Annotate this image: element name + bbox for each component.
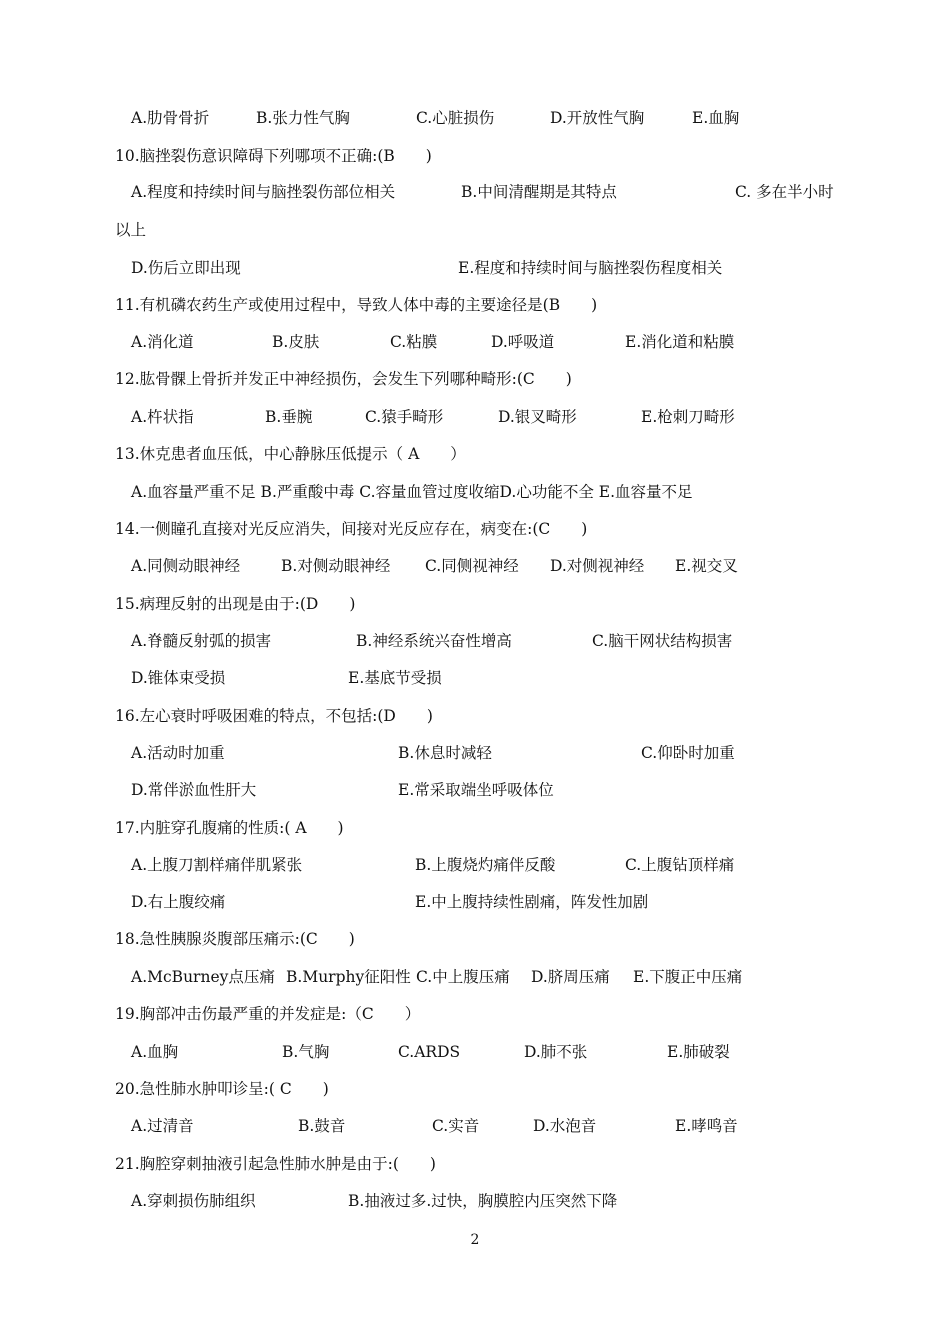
text-line bbox=[0, 143, 950, 169]
text-segment: 21.胸腔穿刺抽液引起急性肺水肿是由于:( ) bbox=[115, 1155, 436, 1173]
text-segment: 13.休克患者血压低，中心静脉压低提示（ A ） bbox=[115, 445, 466, 463]
text-line bbox=[0, 105, 950, 131]
text-line bbox=[0, 889, 950, 915]
text-segment: E.消化道和粘膜 bbox=[625, 333, 735, 351]
text-segment: D.锥体束受损 bbox=[131, 669, 226, 687]
text-segment: D.肺不张 bbox=[524, 1043, 588, 1061]
text-line bbox=[0, 1151, 950, 1177]
text-segment: 11.有机磷农药生产或使用过程中，导致人体中毒的主要途径是(B ) bbox=[115, 296, 598, 314]
text-line bbox=[0, 1113, 950, 1139]
text-segment: B.抽液过多.过快，胸膜腔内压突然下降 bbox=[348, 1192, 618, 1210]
text-segment: D.常伴淤血性肝大 bbox=[131, 781, 257, 799]
text-segment: A.McBurney点压痛 bbox=[131, 968, 275, 986]
text-segment: C.实音 bbox=[432, 1117, 480, 1135]
text-segment: 19.胸部冲击伤最严重的并发症是:（C ） bbox=[115, 1005, 421, 1023]
text-segment: A.杵状指 bbox=[131, 408, 194, 426]
text-line bbox=[0, 964, 950, 990]
text-line bbox=[0, 255, 950, 281]
text-line bbox=[0, 1001, 950, 1027]
text-line bbox=[0, 777, 950, 803]
text-segment: A.血胸 bbox=[131, 1043, 179, 1061]
text-segment: 16.左心衰时呼吸困难的特点，不包括:(D ) bbox=[115, 707, 433, 725]
text-line bbox=[0, 217, 950, 243]
text-segment: C.中上腹压痛 bbox=[416, 968, 510, 986]
text-line bbox=[0, 591, 950, 617]
text-segment: B.张力性气胸 bbox=[256, 109, 350, 127]
text-segment: D.银叉畸形 bbox=[498, 408, 577, 426]
text-line bbox=[0, 179, 950, 205]
text-line bbox=[0, 1188, 950, 1214]
text-line bbox=[0, 292, 950, 318]
text-segment: C.粘膜 bbox=[390, 333, 438, 351]
text-line bbox=[0, 703, 950, 729]
text-line bbox=[0, 479, 950, 505]
text-segment: 以上 bbox=[115, 221, 147, 239]
text-line bbox=[0, 665, 950, 691]
text-segment: A.同侧动眼神经 bbox=[131, 557, 241, 575]
text-segment: B.休息时减轻 bbox=[398, 744, 492, 762]
text-segment: A.活动时加重 bbox=[131, 744, 225, 762]
text-segment: 12.肱骨髁上骨折并发正中神经损伤，会发生下列哪种畸形:(C ) bbox=[115, 370, 572, 388]
text-segment: E.程度和持续时间与脑挫裂伤程度相关 bbox=[458, 259, 723, 277]
text-line bbox=[0, 553, 950, 579]
text-segment: A.肋骨骨折 bbox=[131, 109, 210, 127]
text-segment: B.对侧动眼神经 bbox=[281, 557, 391, 575]
text-line bbox=[0, 1076, 950, 1102]
text-line bbox=[0, 1039, 950, 1065]
text-line bbox=[0, 404, 950, 430]
text-segment: 20.急性肺水肿叩诊呈:( C ) bbox=[115, 1080, 329, 1098]
text-segment: D.右上腹绞痛 bbox=[131, 893, 226, 911]
text-segment: 18.急性胰腺炎腹部压痛示:(C ) bbox=[115, 930, 355, 948]
text-line bbox=[0, 516, 950, 542]
text-segment: C.ARDS bbox=[398, 1043, 461, 1061]
text-segment: A.上腹刀割样痛伴肌紧张 bbox=[131, 856, 303, 874]
text-segment: 10.脑挫裂伤意识障碍下列哪项不正确:(B ) bbox=[115, 147, 432, 165]
text-segment: B.上腹烧灼痛伴反酸 bbox=[415, 856, 556, 874]
text-segment: C. 多在半小时 bbox=[735, 183, 834, 201]
text-segment: A.脊髓反射弧的损害 bbox=[131, 632, 272, 650]
text-line bbox=[0, 815, 950, 841]
text-segment: 14.一侧瞳孔直接对光反应消失，间接对光反应存在，病变在:(C ) bbox=[115, 520, 588, 538]
text-segment: C.脑干网状结构损害 bbox=[592, 632, 733, 650]
text-segment: D.呼吸道 bbox=[491, 333, 555, 351]
text-segment: E.中上腹持续性剧痛，阵发性加剧 bbox=[415, 893, 649, 911]
text-segment: B.Murphy征阳性 bbox=[286, 968, 411, 986]
text-segment: E.视交叉 bbox=[675, 557, 738, 575]
text-line bbox=[0, 926, 950, 952]
text-segment: 15.病理反射的出现是由于:(D ) bbox=[115, 595, 356, 613]
text-segment: C.心脏损伤 bbox=[416, 109, 495, 127]
text-segment: E.血胸 bbox=[692, 109, 740, 127]
text-line bbox=[0, 852, 950, 878]
text-segment: D.伤后立即出现 bbox=[131, 259, 241, 277]
text-segment: E.哮鸣音 bbox=[675, 1117, 738, 1135]
text-segment: A.消化道 bbox=[131, 333, 194, 351]
text-segment: A.过清音 bbox=[131, 1117, 194, 1135]
text-segment: A.程度和持续时间与脑挫裂伤部位相关 bbox=[131, 183, 396, 201]
page-number: 2 bbox=[470, 1232, 480, 1248]
text-segment: C.仰卧时加重 bbox=[641, 744, 735, 762]
text-segment: E.肺破裂 bbox=[667, 1043, 730, 1061]
text-segment: D.对侧视神经 bbox=[550, 557, 645, 575]
text-segment: 17.内脏穿孔腹痛的性质:( A ) bbox=[115, 819, 344, 837]
text-segment: A.穿刺损伤肺组织 bbox=[131, 1192, 256, 1210]
text-segment: B.垂腕 bbox=[265, 408, 313, 426]
text-segment: B.皮肤 bbox=[272, 333, 320, 351]
text-segment: C.同侧视神经 bbox=[425, 557, 519, 575]
text-segment: C.猿手畸形 bbox=[365, 408, 444, 426]
text-segment: B.中间清醒期是其特点 bbox=[461, 183, 617, 201]
text-segment: D.水泡音 bbox=[533, 1117, 597, 1135]
text-segment: E.枪刺刀畸形 bbox=[641, 408, 735, 426]
text-segment: B.鼓音 bbox=[298, 1117, 346, 1135]
text-segment: E.基底节受损 bbox=[348, 669, 442, 687]
text-segment: E.常采取端坐呼吸体位 bbox=[398, 781, 554, 799]
text-segment: E.下腹正中压痛 bbox=[633, 968, 743, 986]
text-segment: D.开放性气胸 bbox=[550, 109, 645, 127]
text-line bbox=[0, 329, 950, 355]
text-segment: A.血容量严重不足 B.严重酸中毒 C.容量血管过度收缩D.心功能不全 E.血容量不足 bbox=[131, 483, 693, 501]
text-segment: D.脐周压痛 bbox=[531, 968, 610, 986]
text-segment: B.神经系统兴奋性增高 bbox=[356, 632, 512, 650]
text-line bbox=[0, 740, 950, 766]
text-line bbox=[0, 628, 950, 654]
text-segment: C.上腹钻顶样痛 bbox=[625, 856, 735, 874]
text-line bbox=[0, 441, 950, 467]
text-segment: B.气胸 bbox=[282, 1043, 330, 1061]
text-line bbox=[0, 366, 950, 392]
